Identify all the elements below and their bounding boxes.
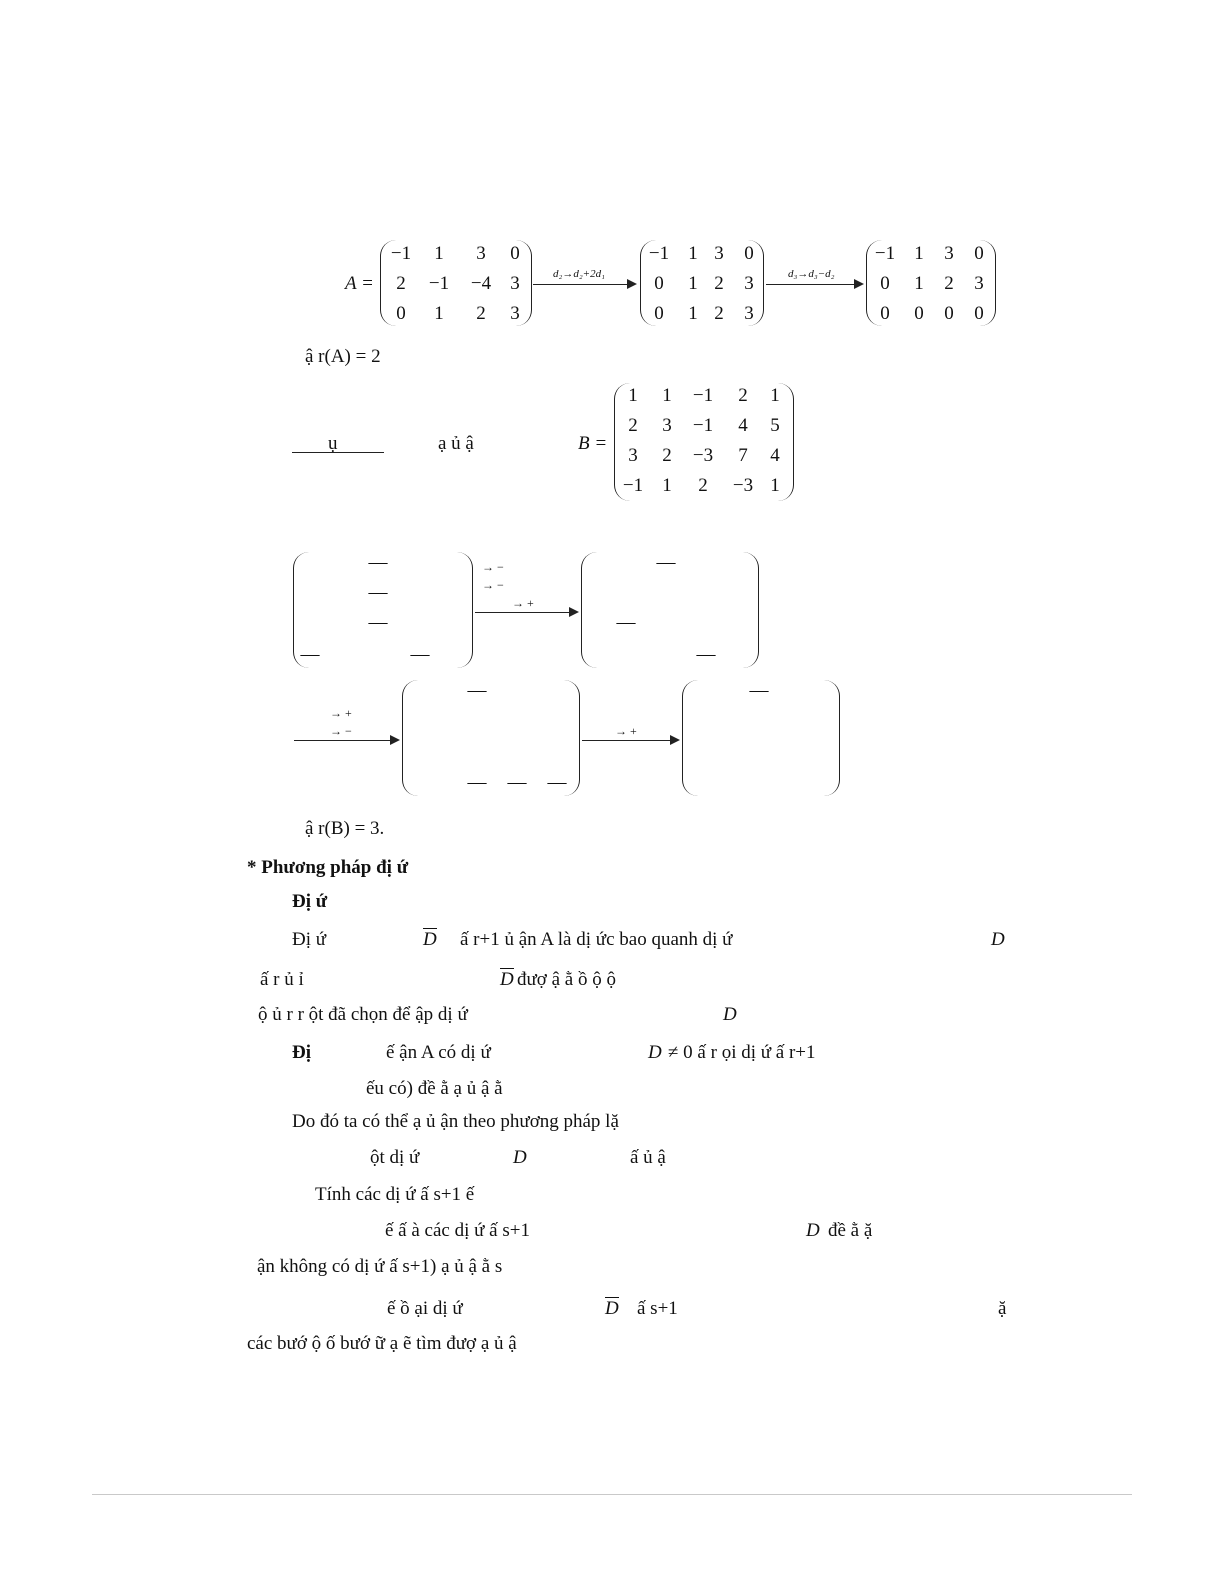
paragraph-line: ≠ 0 ấ r ọi dị ứ ấ r+1 [668,1042,816,1063]
row-op-label: → + [615,724,637,738]
cell: — [547,772,567,793]
cell: 4 [770,445,780,466]
rank-a-result: ậ r(A) = 2 [305,346,381,367]
cell: −1 [692,385,714,406]
cell: 2 [714,273,724,294]
cell: — [656,552,676,573]
cell: 2 [396,273,406,294]
symbol-d-bar: D [500,969,514,990]
reduction-matrix-4 [682,680,840,796]
symbol-d: D [513,1147,527,1168]
cell: 0 [944,303,954,324]
cell: 1 [770,385,780,406]
row-op-arrow [533,284,635,285]
symbol-d-bar: D [423,929,437,950]
cell: 0 [654,273,664,294]
cell: 7 [738,445,748,466]
cell: — [368,552,388,573]
row-op-arrow [294,740,398,741]
row-op-arrow [475,612,577,613]
cell: 1 [688,273,698,294]
row-op-label: → + [330,706,352,720]
cell: −3 [732,475,754,496]
paragraph-line: ộ ủ r r ột đã chọn để ập dị ứ [258,1004,468,1025]
cell: 1 [688,243,698,264]
example-label-underline [292,452,384,453]
cell: 3 [974,273,984,294]
cell: −1 [648,243,670,264]
cell: — [368,582,388,603]
cell: 0 [974,243,984,264]
cell: −1 [428,273,450,294]
theorem-heading: Đị [292,1042,311,1063]
reduction-matrix-2 [581,552,759,668]
paragraph-line: ận không có dị ứ ấ s+1) ạ ủ ậ ằ s [257,1256,503,1277]
row-op-label: → − [482,560,504,574]
cell: 2 [714,303,724,324]
paragraph-line: ấ r ủ ỉ [260,969,304,990]
cell: 0 [510,243,520,264]
symbol-d: D [648,1042,662,1063]
cell: 0 [654,303,664,324]
cell: — [300,644,320,665]
cell: — [368,612,388,633]
matrix-b [614,383,794,501]
footer-rule [92,1494,1132,1495]
cell: 1 [434,303,444,324]
cell: 1 [914,243,924,264]
cell: 1 [662,475,672,496]
row-op-label: d₃→d₃−d₂ [788,268,835,280]
row-op-label: d₂→d₂+2d₁ [553,268,605,280]
paragraph-line: đượ ậ ằ ồ ộ ộ [517,969,616,990]
cell: 3 [944,243,954,264]
cell: −1 [692,415,714,436]
cell: — [410,644,430,665]
cell: 1 [662,385,672,406]
paragraph-line: Do đó ta có thể ạ ủ ận theo phương pháp lặ [292,1111,619,1132]
matrix-a-step3 [866,240,996,326]
row-op-arrow [582,740,678,741]
section-title: * Phương pháp đị ứ [247,857,409,878]
row-op-label: → − [482,578,504,592]
cell: — [616,612,636,633]
row-op-arrow [766,284,862,285]
paragraph-line: Đị ứ [292,929,327,950]
cell: 3 [662,415,672,436]
cell: — [696,644,716,665]
symbol-d-bar: D [605,1298,619,1319]
paragraph-line: ấ r+1 ủ ận A là dị ức bao quanh dị ứ [460,929,733,950]
example-b-text: ạ ủ ậ [438,433,474,454]
cell: 0 [974,303,984,324]
cell: 3 [476,243,486,264]
cell: 1 [434,243,444,264]
rank-b-result: ậ r(B) = 3. [305,818,385,839]
symbol-d: D [991,929,1005,950]
cell: — [749,680,769,701]
reduction-matrix-3 [402,680,580,796]
cell: — [507,772,527,793]
cell: 1 [688,303,698,324]
cell: 2 [944,273,954,294]
cell: 3 [714,243,724,264]
cell: 2 [628,415,638,436]
cell: −1 [874,243,896,264]
cell: 2 [698,475,708,496]
paragraph-line: ột dị ứ [370,1147,420,1168]
paragraph-line: ếu có) đề ằ ạ ủ ậ ằ [366,1078,503,1099]
paragraph-line: ặ [998,1298,1007,1319]
cell: 0 [880,303,890,324]
cell: 3 [628,445,638,466]
paragraph-line: đề ằ ặ [828,1220,873,1241]
cell: 1 [914,273,924,294]
row-op-label: → − [330,724,352,738]
cell: 0 [396,303,406,324]
reduction-matrix-1 [293,552,473,668]
paragraph-line: ấ ủ ậ [630,1147,666,1168]
row-op-label: → + [512,596,534,610]
cell: 1 [628,385,638,406]
paragraph-line: ế ận A có dị ứ [386,1042,491,1063]
cell: 3 [744,273,754,294]
matrix-a-label: A = [345,273,374,294]
matrix-a-step2 [640,240,764,326]
paragraph-line: ế ồ ại dị ứ [387,1298,463,1319]
definition-heading: Đị ứ [292,891,328,912]
cell: 5 [770,415,780,436]
symbol-d: D [806,1220,820,1241]
cell: 3 [510,303,520,324]
example-b-u: ụ [328,433,338,454]
paragraph-line: Tính các dị ứ ấ s+1 ế [315,1184,475,1205]
paragraph-line: ấ s+1 [637,1298,678,1319]
cell: 2 [476,303,486,324]
cell: 0 [744,243,754,264]
matrix-b-label: B = [578,433,608,454]
cell: 3 [744,303,754,324]
cell: 4 [738,415,748,436]
symbol-d: D [723,1004,737,1025]
cell: −1 [390,243,412,264]
cell: 3 [510,273,520,294]
cell: −4 [470,273,492,294]
cell: −3 [692,445,714,466]
cell: 1 [770,475,780,496]
paragraph-line: ế ấ à các dị ứ ấ s+1 [385,1220,530,1241]
cell: 0 [880,273,890,294]
cell: 0 [914,303,924,324]
matrix-a [380,240,532,326]
paragraph-line: các bướ ộ ố bướ ữ ạ ẽ tìm đượ ạ ủ ậ [247,1333,517,1354]
cell: −1 [622,475,644,496]
cell: 2 [662,445,672,466]
cell: — [467,772,487,793]
cell: — [467,680,487,701]
cell: 2 [738,385,748,406]
